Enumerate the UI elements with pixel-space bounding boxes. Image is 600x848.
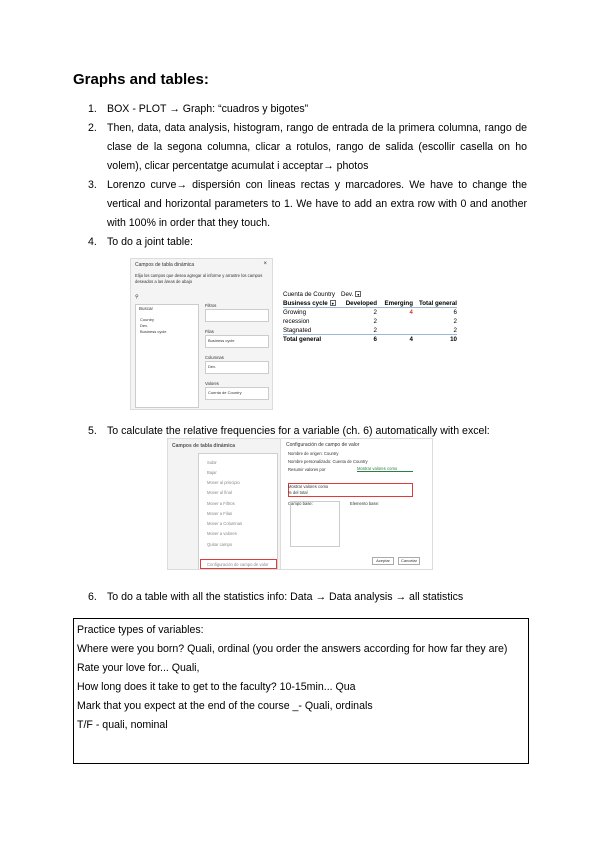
cancel-button: Cancelar: [398, 557, 420, 565]
step-number: 6.: [88, 591, 97, 603]
zone-label: Filtros: [205, 303, 217, 308]
step-number: 4.: [88, 236, 97, 248]
custom-name: Nombre personalizado: Cuenta de Country: [288, 459, 368, 464]
step-text: To calculate the relative frequencies for a variable (ch. 6) automatically with excel:: [107, 425, 490, 437]
step-text: BOX - PLOT → Graph: “cuadros y bigotes”: [107, 103, 309, 115]
practice-line: Practice types of variables:: [77, 624, 204, 636]
menu-item: Quitar campo: [207, 542, 233, 547]
source-label: Nombre de origen: Country: [288, 451, 339, 456]
step-text: Lorenzo curve→ dispersión con lineas rectas y marcadores. We have to change the vertical and horizontal parameters to 1. We have to add an extra row with 0 and another with 100% in order that they touch.: [107, 179, 527, 229]
zone-values: [205, 381, 269, 400]
pivot-row: [283, 317, 457, 326]
pivot-table-screenshot: [283, 290, 457, 344]
field-item: Business cycle: [140, 329, 167, 334]
pivot-cell: 6: [453, 309, 457, 316]
step-item: [73, 176, 527, 233]
step-item: [73, 119, 527, 176]
panel-description: Elija los campos que desea agregar al informe y arrastre los campos deseados a las áreas de abajo: [135, 273, 263, 284]
dialog-title: Configuración de campo de valor: [286, 442, 360, 448]
base-item-label: Elemento base:: [350, 501, 380, 506]
step-number: 5.: [88, 425, 97, 437]
menu-item: Mover a Filas: [207, 511, 233, 516]
context-menu: [198, 453, 278, 570]
pivot-cell: Developed: [345, 299, 377, 307]
menu-item: Mover a Filtros: [207, 501, 235, 506]
menu-item: Mover al principio: [207, 480, 240, 485]
search-icon: ⚲: [135, 294, 139, 300]
menu-item: Mover a Columnas: [207, 521, 243, 526]
pivot-cell: 6: [373, 336, 377, 343]
tab-show-values: Mostrar valores como: [357, 466, 413, 472]
chevron-down-icon: ▾: [331, 300, 334, 306]
pivot-cell: 4: [409, 336, 413, 343]
settings-dialog: [284, 441, 432, 569]
zone-box: [205, 309, 269, 322]
base-field-label: Campo base:: [288, 501, 313, 506]
pivot-cell: 2: [453, 318, 457, 325]
pivot-cell: Total general: [418, 299, 457, 307]
pivot-cell: Stagnated: [283, 326, 312, 334]
zone-label: Filas: [205, 329, 214, 334]
practice-line: Rate your love for... Quali,: [77, 662, 200, 674]
zone-columns: [205, 355, 269, 374]
field-list: [135, 304, 199, 408]
step-text: To do a table with all the statistics info: Data → Data analysis → all statistics: [107, 591, 464, 603]
step-item: [73, 588, 527, 607]
pivot-cell: 2: [453, 326, 457, 334]
pivot-cell: Growing: [283, 309, 307, 316]
step-number: 1.: [88, 103, 97, 115]
menu-item: Mover a valores: [207, 531, 237, 536]
practice-line: Mark that you expect at the end of the course _- Quali, ordinals: [77, 700, 373, 712]
pivot-column-field: Dev. ▾: [341, 291, 360, 298]
practice-line: T/F - quali, nominal: [77, 719, 168, 731]
pivot-value-label: Cuenta de Country: [283, 291, 335, 298]
pivot-fields-panel-screenshot: [130, 258, 273, 410]
close-icon: ×: [263, 261, 267, 267]
pivot-cell: recession: [283, 318, 310, 325]
show-as-label: Mostrar valores como: [288, 484, 329, 489]
pivot-cell: 4: [409, 309, 413, 316]
pivot-row: [283, 326, 457, 335]
field-item: Country: [140, 317, 155, 322]
pivot-row: [283, 308, 457, 317]
pivot-header-row: [283, 290, 457, 299]
zone-label: Valores: [205, 381, 219, 386]
menu-item: Mover al final: [207, 490, 232, 495]
menu-item: Subir: [207, 460, 217, 465]
highlight-box: [200, 559, 277, 569]
tab-summarize: Resumir valores por: [288, 467, 326, 472]
ok-button: Aceptar: [372, 557, 394, 565]
pivot-cell: Emerging: [384, 299, 413, 307]
zone-label: Columnas: [205, 355, 224, 360]
zone-box: Cuenta de Country: [205, 387, 269, 400]
pivot-cell: 2: [373, 318, 377, 325]
base-field-list: [290, 501, 340, 547]
field-list-search: Buscar: [139, 306, 154, 311]
pivot-column-header-row: [283, 299, 457, 308]
pivot-total-row: [283, 335, 457, 344]
fields-panel: [168, 439, 281, 570]
zone-filters: [205, 303, 269, 322]
practice-line: How long does it take to get to the faculty? 10-15min... Qua: [77, 681, 356, 693]
panel-title: Campos de tabla dinámica: [135, 262, 195, 268]
page-heading: Graphs and tables:: [73, 71, 209, 88]
zone-box: Dev.: [205, 361, 269, 374]
practice-line: Where were you born? Quali, ordinal (you order the answers according for how far they are): [77, 643, 508, 655]
value-field-settings-screenshot: [167, 438, 433, 570]
menu-item: Bajar: [207, 470, 217, 475]
zone-rows: [205, 329, 269, 348]
chevron-down-icon: ▾: [357, 292, 360, 298]
pivot-cell: 2: [373, 309, 377, 316]
pivot-cell: 2: [373, 326, 377, 334]
step-text: To do a joint table:: [107, 236, 193, 248]
step-number: 2.: [88, 122, 97, 134]
step-number: 3.: [88, 179, 97, 191]
field-item: Dev.: [140, 323, 148, 328]
pivot-cell: Total general: [283, 336, 322, 343]
menu-item-value-field-settings: Configuración de campo de valor: [207, 562, 269, 567]
panel-title: Campos de tabla dinámica: [172, 443, 236, 449]
pivot-cell: 10: [450, 336, 457, 343]
practice-box: [73, 618, 529, 764]
step-text: Then, data, data analysis, histogram, rango de entrada de la primera columna, rango de clase de la segona columna, clicar a rotulos, rango de salida (escollir casella on ho volem), clicar percentatge acumulat i acceptar→ photos: [107, 122, 527, 172]
show-as-select: % del total: [288, 490, 308, 495]
pivot-cell: Business cycle ▾: [283, 299, 334, 307]
step-item: [73, 100, 527, 119]
zone-box: Business cycle: [205, 335, 269, 348]
